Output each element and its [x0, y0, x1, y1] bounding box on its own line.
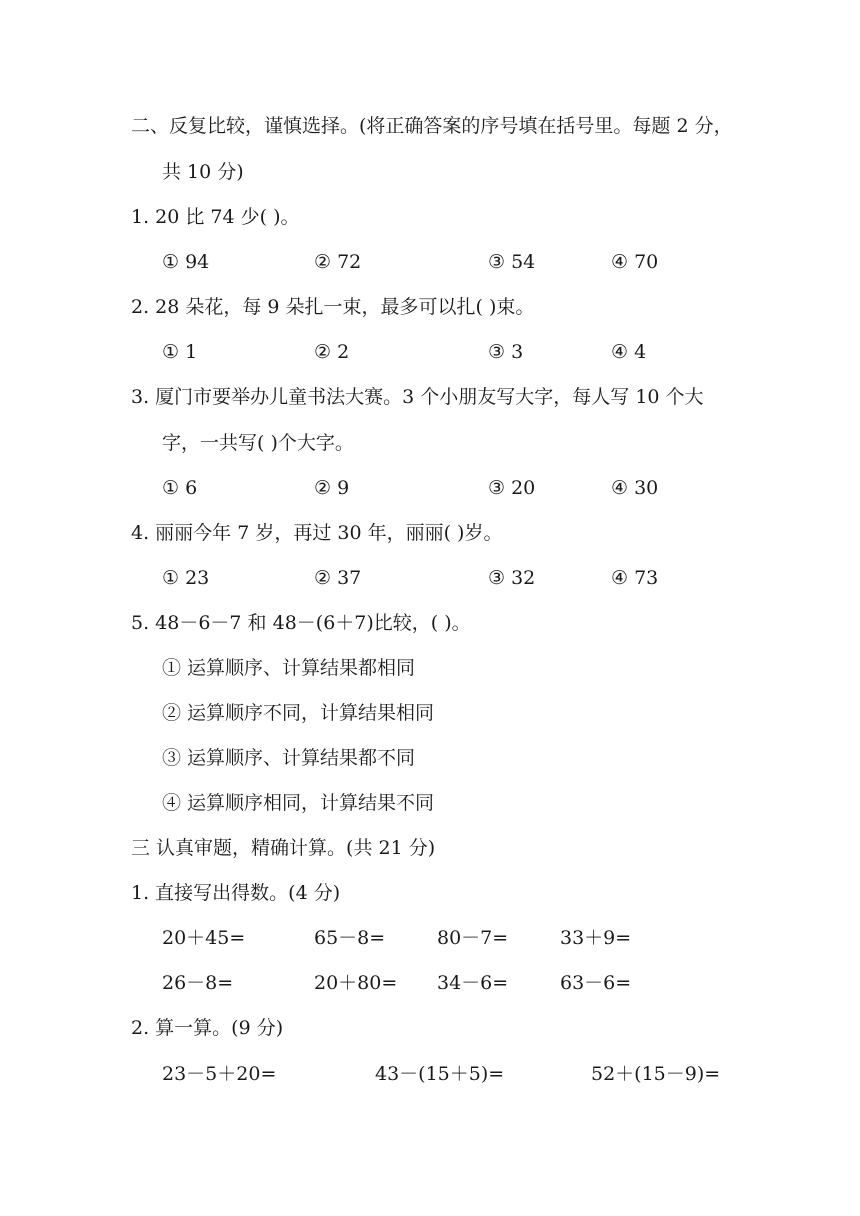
question-2-option-1: ① 1: [162, 341, 198, 363]
question-3-option-4: ④ 30: [611, 477, 659, 499]
question-4-option-3: ③ 32: [488, 567, 536, 589]
calc-2-3: 34－6=: [437, 972, 509, 994]
question-4-text: 4. 丽丽今年 7 岁，再过 30 年，丽丽( )岁。: [131, 522, 503, 544]
question-1-option-3: ③ 54: [488, 251, 536, 273]
question-3-text-cont: 字，一共写( )个大字。: [162, 432, 354, 454]
calc-2-2: 20＋80=: [314, 972, 398, 994]
calc-1-4: 33＋9=: [560, 927, 632, 949]
question-5-option-2: ② 运算顺序不同，计算结果相同: [162, 702, 435, 724]
calc-3-2: 43－(15＋5)=: [375, 1063, 505, 1085]
question-2-option-2: ② 2: [314, 341, 350, 363]
calc-1-2: 65－8=: [314, 927, 386, 949]
question-2-option-4: ④ 4: [611, 341, 647, 363]
question-4-option-2: ② 37: [314, 567, 362, 589]
question-1-option-1: ① 94: [162, 251, 210, 273]
question-4-option-1: ① 23: [162, 567, 210, 589]
calc-1-3: 80－7=: [437, 927, 509, 949]
question-1-option-4: ④ 70: [611, 251, 659, 273]
section3-part2-title: 2. 算一算。(9 分): [131, 1017, 284, 1039]
question-3-option-2: ② 9: [314, 477, 350, 499]
calc-1-1: 20＋45=: [162, 927, 246, 949]
calc-2-1: 26－8=: [162, 972, 234, 994]
question-3-text: 3. 厦门市要举办儿童书法大赛。3 个小朋友写大字，每人写 10 个大: [131, 386, 704, 408]
calc-3-1: 23－5＋20=: [162, 1063, 277, 1085]
question-5-option-3: ③ 运算顺序、计算结果都不同: [162, 747, 416, 769]
question-2-text: 2. 28 朵花，每 9 朵扎一束，最多可以扎( )束。: [131, 296, 535, 318]
question-1-text: 1. 20 比 74 少( )。: [131, 206, 300, 228]
question-3-option-3: ③ 20: [488, 477, 536, 499]
calc-3-3: 52＋(15－9)=: [591, 1063, 721, 1085]
question-4-option-4: ④ 73: [611, 567, 659, 589]
section3-part1-title: 1. 直接写出得数。(4 分): [131, 882, 341, 904]
question-3-option-1: ① 6: [162, 477, 198, 499]
question-2-option-3: ③ 3: [488, 341, 524, 363]
section3-heading: 三 认真审题，精确计算。(共 21 分): [131, 837, 436, 859]
question-5-option-4: ④ 运算顺序相同，计算结果不同: [162, 792, 435, 814]
calc-2-4: 63－6=: [560, 972, 632, 994]
question-5-text: 5. 48－6－7 和 48－(6＋7)比较，( )。: [131, 612, 471, 634]
question-5-option-1: ① 运算顺序、计算结果都相同: [162, 657, 416, 679]
question-1-option-2: ② 72: [314, 251, 362, 273]
section2-heading-cont: 共 10 分): [162, 161, 244, 183]
section2-heading: 二、反复比较，谨慎选择。(将正确答案的序号填在括号里。每题 2 分，: [131, 115, 733, 137]
